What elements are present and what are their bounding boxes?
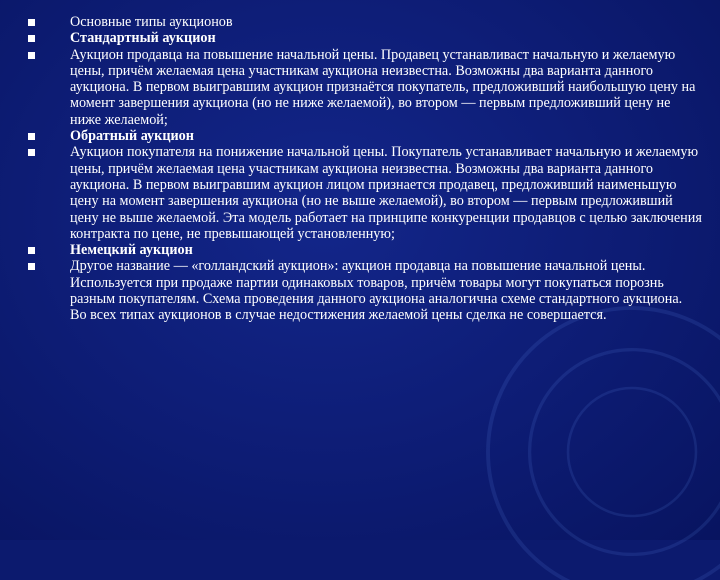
- square-bullet-icon: [28, 19, 35, 26]
- list-item-heading: [12, 30, 702, 46]
- list-item: [12, 47, 702, 128]
- list-item-text: Обратный аукцион: [70, 128, 194, 145]
- slide-content: [12, 14, 702, 324]
- square-bullet-icon: [28, 247, 35, 254]
- square-bullet-icon: [28, 133, 35, 140]
- list-item: [12, 14, 702, 30]
- list-item-heading: [12, 128, 702, 144]
- list-item: [12, 258, 702, 323]
- list-item-text: Стандартный аукцион: [70, 30, 216, 47]
- square-bullet-icon: [28, 52, 35, 59]
- bullet-list: [12, 14, 702, 324]
- square-bullet-icon: [28, 263, 35, 270]
- list-item-heading: [12, 242, 702, 258]
- square-bullet-icon: [28, 149, 35, 156]
- list-item-text: Аукцион покупателя на понижение начальной цены. Покупатель устанавливает начальную и желаемую цены, причём желаемая цена участникам аукциона неизвестна. Возможны два варианта данного аукциона. В первом выигравшим аукцион лицом признается продавец, предложивший наименьшую цену на момент завершения аукциона (но не выше желаемой), во втором — первым предложивший цену не выше желаемой. Эта модель работает на принципе конкуренции продавцов с целью заключения контракта по цене, не превышающей установленную;: [70, 144, 702, 242]
- list-item-text: Немецкий аукцион: [70, 242, 193, 259]
- list-item: [12, 144, 702, 242]
- list-item-text: Другое название — «голландский аукцион»: аукцион продавца на повышение начальной цены. Используется при продаже партии одинаковых товаров, причём товары могут покупаться порознь разным покупателям. Схема проведения данного аукциона аналогична схеме стандартного аукциона. Во всех типах аукционов в случае недостижения желаемой цены сделка не совершается.: [70, 258, 683, 324]
- list-item-text: Аукцион продавца на повышение начальной цены. Продавец устанавливаст начальную и желаемую цены, причём желаемая цена участникам аукциона неизвестна. Возможны два варианта данного аукциона. В первом выигравшим аукцион признаётся покупатель, предложивший наибольшую цену на момент завершения аукциона (но не ниже желаемой), во втором — первым предложивший цену не ниже желаемой;: [70, 46, 696, 128]
- list-item-text: Основные типы аукционов: [70, 14, 233, 30]
- square-bullet-icon: [28, 35, 35, 42]
